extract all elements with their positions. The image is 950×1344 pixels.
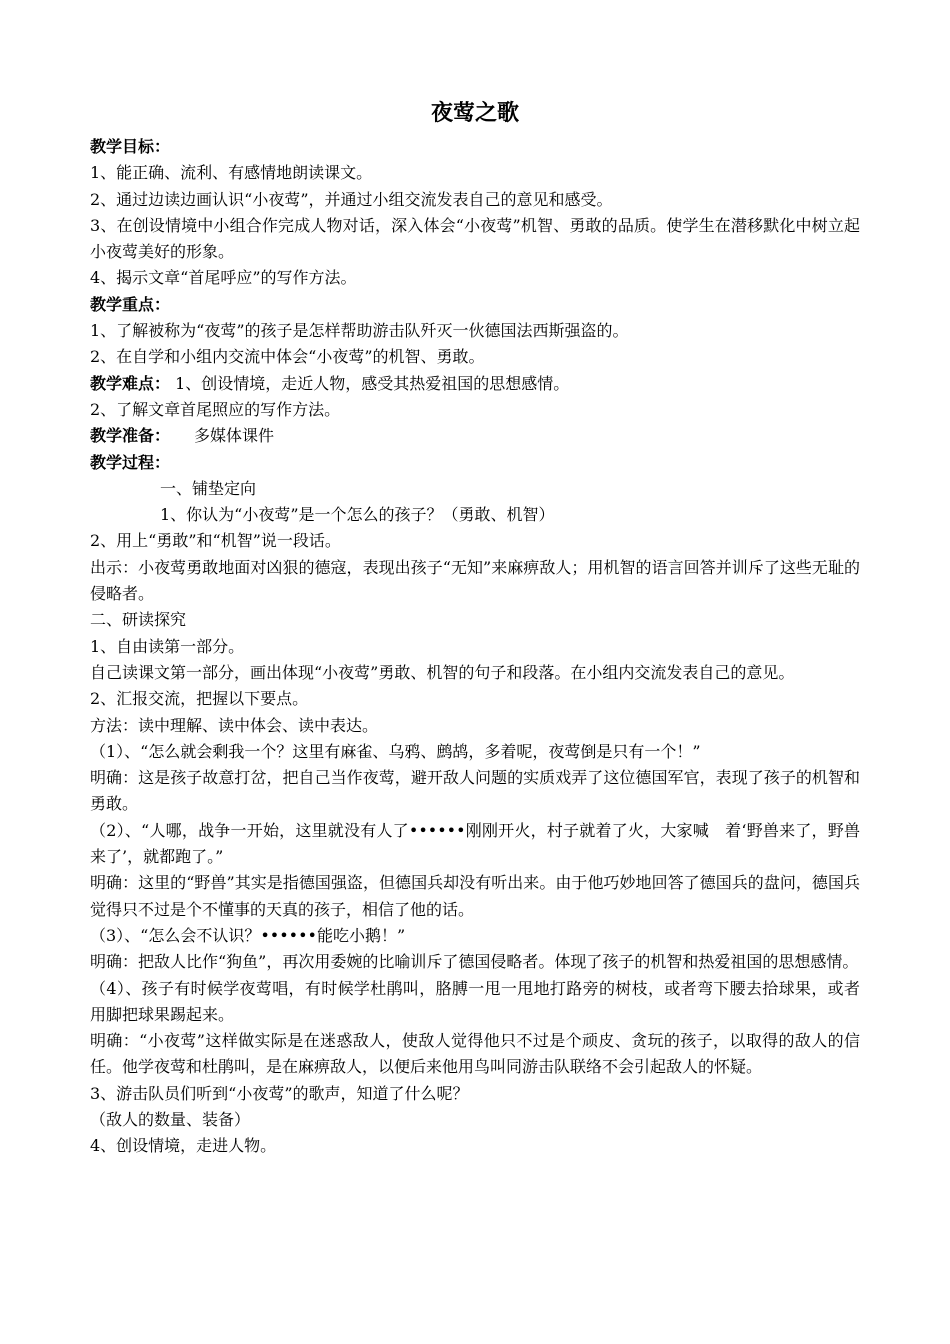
preparation-value: 多媒体课件 bbox=[194, 426, 275, 446]
quote-note: 明确：这是孩子故意打岔，把自己当作夜莺，避开敌人问题的实质戏弄了这位德国军官，表现了孩子的机智和勇敢。 bbox=[90, 768, 860, 814]
objective-item: 4、揭示文章“首尾呼应”的写作方法。 bbox=[90, 268, 357, 288]
quote-item: （4）、孩子有时候学夜莺唱，有时候学杜鹃叫，胳膊一甩一甩地打路旁的树枝，或者弯下腰去拾球果，或者用脚把球果踢起来。 bbox=[90, 978, 860, 1024]
quote-item: （1）、“怎么就会剩我一个？这里有麻雀、乌鸦、鹧鸪，多着呢，夜莺倒是只有一个！” bbox=[90, 741, 701, 761]
process-item: （敌人的数量、装备） bbox=[90, 1109, 251, 1129]
key-points-heading: 教学重点： bbox=[90, 294, 171, 314]
process-item: 1、你认为“小夜莺”是一个怎么的孩子？（勇敢、机智） bbox=[160, 505, 555, 525]
process-item: 2、用上“勇敢”和“机智”说一段话。 bbox=[90, 531, 341, 551]
objective-item: 2、通过边读边画认识“小夜莺”，并通过小组交流发表自己的意见和感受。 bbox=[90, 189, 613, 209]
document-page bbox=[90, 96, 860, 1160]
process-item: 方法：读中理解、读中体会、读中表达。 bbox=[90, 715, 379, 735]
difficulty-item: 1、创设情境，走近人物，感受其热爱祖国的思想感情。 bbox=[170, 373, 570, 393]
section-title: 二、研读探究 bbox=[90, 610, 187, 630]
document-title: 夜莺之歌 bbox=[430, 101, 519, 126]
quote-note: 明确：“小夜莺”这样做实际是在迷惑敌人，使敌人觉得他只不过是个顽皮、贪玩的孩子，以取得的敌人的信任。他学夜莺和杜鹃叫，是在麻痹敌人，以便后来他用鸟叫同游击队联络不会引起敌人的怀疑。 bbox=[90, 1031, 860, 1077]
process-paragraph: 出示：小夜莺勇敢地面对凶狠的德寇，表现出孩子“无知”来麻痹敌人；用机智的语言回答并训斥了这些无耻的侵略者。 bbox=[90, 557, 860, 604]
difficulties-line bbox=[90, 371, 860, 397]
process-item: 1、自由读第一部分。 bbox=[90, 636, 245, 656]
difficulties-heading: 教学难点： bbox=[90, 373, 171, 393]
preparation-line bbox=[90, 423, 860, 449]
process-paragraph: 自己读课文第一部分，画出体现“小夜莺”勇敢、机智的句子和段落。在小组内交流发表自己的意见。 bbox=[90, 662, 795, 682]
section-title: 一、铺垫定向 bbox=[160, 478, 257, 498]
process-heading: 教学过程： bbox=[90, 452, 171, 472]
difficulty-item: 2、了解文章首尾照应的写作方法。 bbox=[90, 399, 341, 419]
process-item: 3、游击队员们听到“小夜莺”的歌声，知道了什么呢？ bbox=[90, 1083, 469, 1103]
quote-item: （2）、“人哪，战争一开始，这里就没有人了••••••刚刚开火，村子就着了火，大家喊 着‘野兽来了，野兽来了’，就都跑了。” bbox=[90, 820, 860, 867]
objectives-heading: 教学目标： bbox=[90, 137, 171, 156]
key-point-item: 2、在自学和小组内交流中体会“小夜莺”的机智、勇敢。 bbox=[90, 347, 485, 367]
process-item: 4、创设情境，走进人物。 bbox=[90, 1136, 277, 1156]
quote-note: 明确：把敌人比作“狗鱼”，再次用委婉的比喻训斥了德国侵略者。体现了孩子的机智和热爱祖国的思想感情。 bbox=[90, 952, 859, 972]
quote-item: （3）、“怎么会不认识？••••••能吃小鹅！” bbox=[90, 925, 406, 945]
process-item: 2、汇报交流，把握以下要点。 bbox=[90, 689, 309, 709]
preparation-heading: 教学准备： bbox=[90, 426, 171, 446]
objective-item: 1、能正确、流利、有感情地朗读课文。 bbox=[90, 163, 373, 183]
quote-note: 明确：这里的“野兽”其实是指德国强盗，但德国兵却没有听出来。由于他巧妙地回答了德国兵的盘问，德国兵觉得只不过是个不懂事的天真的孩子，相信了他的话。 bbox=[90, 873, 860, 919]
objective-item: 3、在创设情境中小组合作完成人物对话，深入体会“小夜莺”机智、勇敢的品质。使学生在潜移默化中树立起小夜莺美好的形象。 bbox=[90, 215, 860, 262]
key-point-item: 1、了解被称为“夜莺”的孩子是怎样帮助游击队歼灭一伙德国法西斯强盗的。 bbox=[90, 321, 629, 341]
